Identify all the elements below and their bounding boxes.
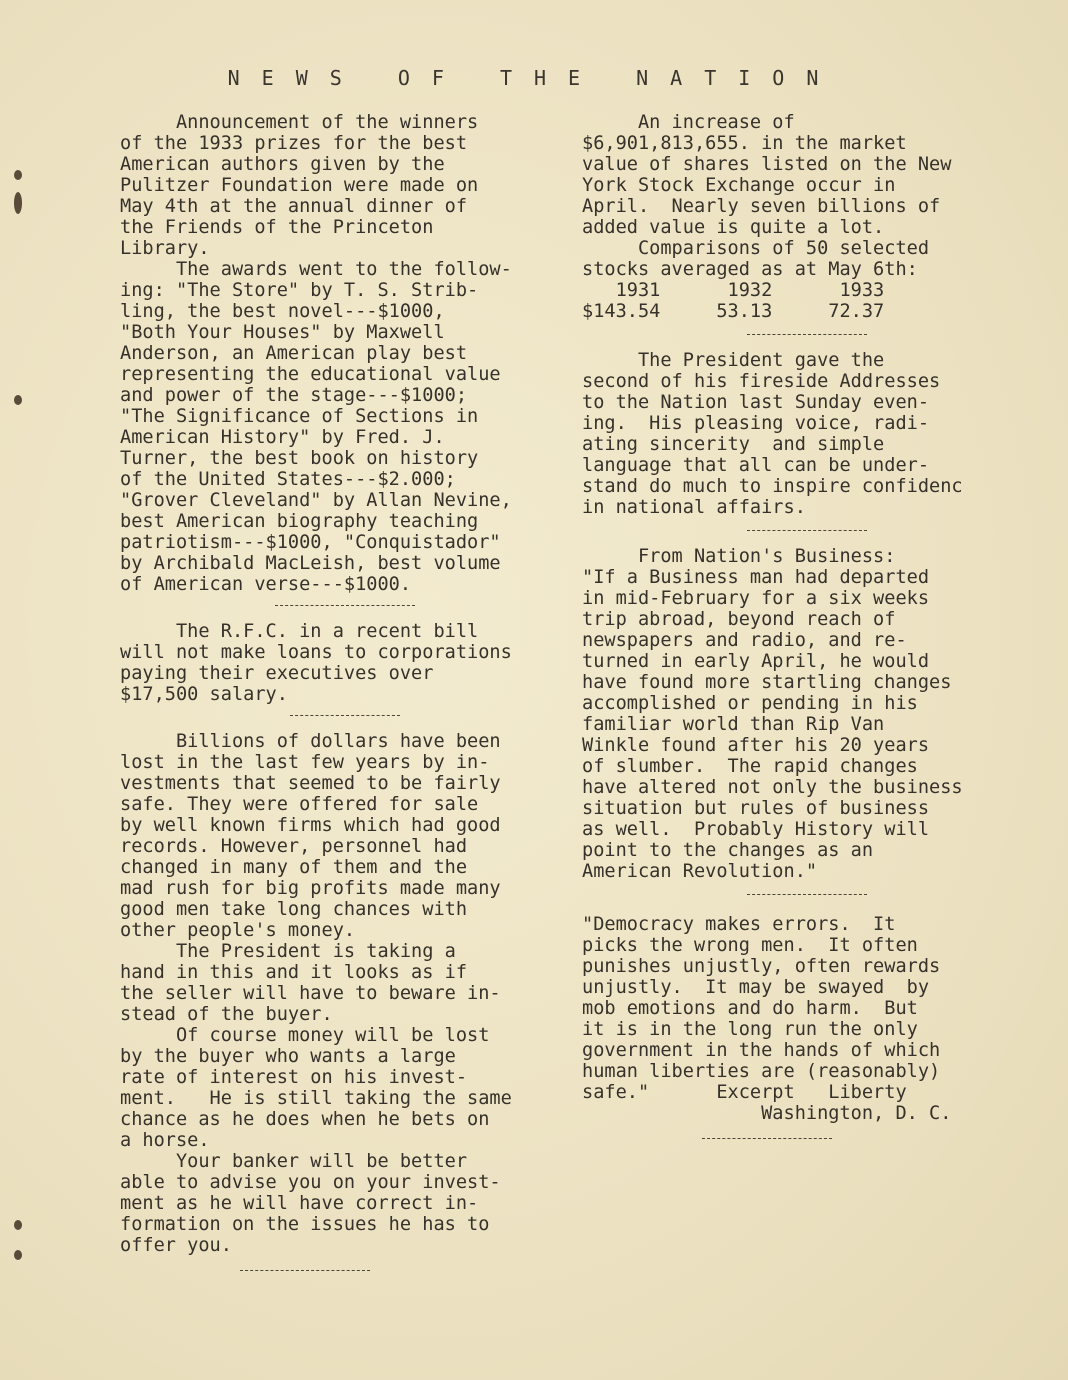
article-line: mad rush for big profits made many — [120, 878, 501, 899]
binder-hole-mark — [14, 395, 22, 405]
article-line: safe." Excerpt Liberty — [582, 1082, 907, 1103]
article-line: records. However, personnel had — [120, 836, 468, 857]
article-line: "Both Your Houses" by Maxwell — [120, 322, 445, 343]
page-heading: NEWS OF THE NATION — [227, 66, 841, 90]
article-line: ling, the best novel---$1000, — [120, 301, 445, 322]
article-line: stand do much to inspire confidenc — [582, 476, 963, 497]
binder-hole-mark — [14, 192, 22, 214]
article-line: chance as he does when he bets on — [120, 1109, 490, 1130]
article-line: best American biography teaching — [120, 511, 479, 532]
article-line: as well. Probably History will — [582, 819, 930, 840]
section-separator — [240, 1270, 370, 1272]
section-separator — [747, 530, 867, 532]
article-block — [582, 112, 1032, 322]
article-line: vestments that seemed to be fairly — [120, 773, 501, 794]
article-line: "The Significance of Sections in — [120, 406, 479, 427]
article-line: will not make loans to corporations — [120, 642, 512, 663]
article-line: American authors given by the — [120, 154, 445, 175]
article-line: hand in this and it looks as if — [120, 962, 468, 983]
article-line: government in the hands of which — [582, 1040, 941, 1061]
article-line: point to the changes as an — [582, 840, 874, 861]
article-line: April. Nearly seven billions of — [582, 196, 941, 217]
article-line: rate of interest on his invest- — [120, 1067, 468, 1088]
article-line: Pulitzer Foundation were made on — [120, 175, 479, 196]
article-line: turned in early April, he would — [582, 651, 930, 672]
article-line: May 4th at the annual dinner of — [120, 196, 468, 217]
article-line: Your banker will be better — [120, 1151, 468, 1172]
article-line: to the Nation last Sunday even- — [582, 392, 930, 413]
article-line: added value is quite a lot. — [582, 217, 885, 238]
article-line: punishes unjustly, often rewards — [582, 956, 941, 977]
article-line: trip abroad, beyond reach of — [582, 609, 896, 630]
article-line: "Democracy makes errors. It — [582, 914, 896, 935]
binder-hole-mark — [14, 170, 22, 180]
article-line: the Friends of the Princeton — [120, 217, 434, 238]
article-line: Turner, the best book on history — [120, 448, 479, 469]
article-line: Of course money will be lost — [120, 1025, 490, 1046]
section-separator — [747, 894, 867, 896]
article-line: good men take long chances with — [120, 899, 468, 920]
article-line: picks the wrong men. It often — [582, 935, 918, 956]
article-line: newspapers and radio, and re- — [582, 630, 907, 651]
article-line: ment. He is still taking the same — [120, 1088, 512, 1109]
right-column — [582, 112, 1032, 1152]
article-line: in national affairs. — [582, 497, 806, 518]
article-line: $6,901,813,655. in the market — [582, 133, 907, 154]
article-line: of slumber. The rapid changes — [582, 756, 918, 777]
article-line: have altered not only the business — [582, 777, 963, 798]
article-line: The President is taking a — [120, 941, 456, 962]
article-line: ing: "The Store" by T. S. Strib- — [120, 280, 479, 301]
section-separator — [747, 334, 867, 336]
article-line: Washington, D. C. — [582, 1103, 952, 1124]
article-line: by Archibald MacLeish, best volume — [120, 553, 501, 574]
article-line: ing. His pleasing voice, radi- — [582, 413, 930, 434]
article-line: of the 1933 prizes for the best — [120, 133, 468, 154]
article-line: The awards went to the follow- — [120, 259, 512, 280]
article-block — [582, 546, 1032, 882]
article-block — [120, 112, 570, 595]
article-block — [120, 621, 570, 705]
article-line: stocks averaged as at May 6th: — [582, 259, 918, 280]
section-separator — [702, 1138, 832, 1140]
article-line: language that all can be under- — [582, 455, 930, 476]
article-line: ment as he will have correct in- — [120, 1193, 479, 1214]
article-line: in mid-February for a six weeks — [582, 588, 930, 609]
article-line: value of shares listed on the New — [582, 154, 952, 175]
article-line: 1931 1932 1933 — [582, 280, 885, 301]
article-block — [582, 350, 1032, 518]
article-line: accomplished or pending in his — [582, 693, 918, 714]
article-line: human liberties are (reasonably) — [582, 1061, 941, 1082]
article-line: and power of the stage---$1000; — [120, 385, 468, 406]
article-line: paying their executives over — [120, 663, 434, 684]
article-line: situation but rules of business — [582, 798, 930, 819]
article-line: a horse. — [120, 1130, 210, 1151]
article-line: of American verse---$1000. — [120, 574, 412, 595]
article-line: The President gave the — [582, 350, 885, 371]
article-line: York Stock Exchange occur in — [582, 175, 896, 196]
article-line: $143.54 53.13 72.37 — [582, 301, 885, 322]
article-line: Anderson, an American play best — [120, 343, 468, 364]
article-line: of the United States---$2.000; — [120, 469, 456, 490]
article-line: have found more startling changes — [582, 672, 952, 693]
section-separator — [290, 715, 400, 717]
article-line: An increase of — [582, 112, 795, 133]
article-line: Library. — [120, 238, 210, 259]
article-line: by the buyer who wants a large — [120, 1046, 456, 1067]
article-line: able to advise you on your invest- — [120, 1172, 501, 1193]
article-line: ating sincerity and simple — [582, 434, 885, 455]
article-line: by well known firms which had good — [120, 815, 501, 836]
article-line: The R.F.C. in a recent bill — [120, 621, 479, 642]
article-line: Announcement of the winners — [120, 112, 479, 133]
article-line: American Revolution." — [582, 861, 818, 882]
article-line: the seller will have to beware in- — [120, 983, 501, 1004]
article-block — [120, 731, 570, 1256]
article-line: formation on the issues he has to — [120, 1214, 490, 1235]
article-line: "If a Business man had departed — [582, 567, 930, 588]
article-line: American History" by Fred. J. — [120, 427, 445, 448]
article-line: Comparisons of 50 selected — [582, 238, 930, 259]
article-line: stead of the buyer. — [120, 1004, 333, 1025]
section-separator — [275, 605, 415, 607]
article-line: Billions of dollars have been — [120, 731, 501, 752]
article-line: Winkle found after his 20 years — [582, 735, 930, 756]
article-line: patriotism---$1000, "Conquistador" — [120, 532, 501, 553]
article-line: offer you. — [120, 1235, 232, 1256]
article-line: safe. They were offered for sale — [120, 794, 479, 815]
article-line: it is in the long run the only — [582, 1019, 918, 1040]
article-line: mob emotions and do harm. But — [582, 998, 918, 1019]
article-line: changed in many of them and the — [120, 857, 468, 878]
article-line: second of his fireside Addresses — [582, 371, 941, 392]
article-line: From Nation's Business: — [582, 546, 896, 567]
article-line: other people's money. — [120, 920, 356, 941]
left-column — [120, 112, 570, 1284]
article-block — [582, 914, 1032, 1124]
article-line: familiar world than Rip Van — [582, 714, 885, 735]
binder-hole-mark — [14, 1220, 22, 1230]
binder-hole-mark — [14, 1250, 22, 1260]
article-line: representing the educational value — [120, 364, 501, 385]
article-line: $17,500 salary. — [120, 684, 288, 705]
article-line: unjustly. It may be swayed by — [582, 977, 930, 998]
article-line: "Grover Cleveland" by Allan Nevine, — [120, 490, 512, 511]
article-line: lost in the last few years by in- — [120, 752, 490, 773]
